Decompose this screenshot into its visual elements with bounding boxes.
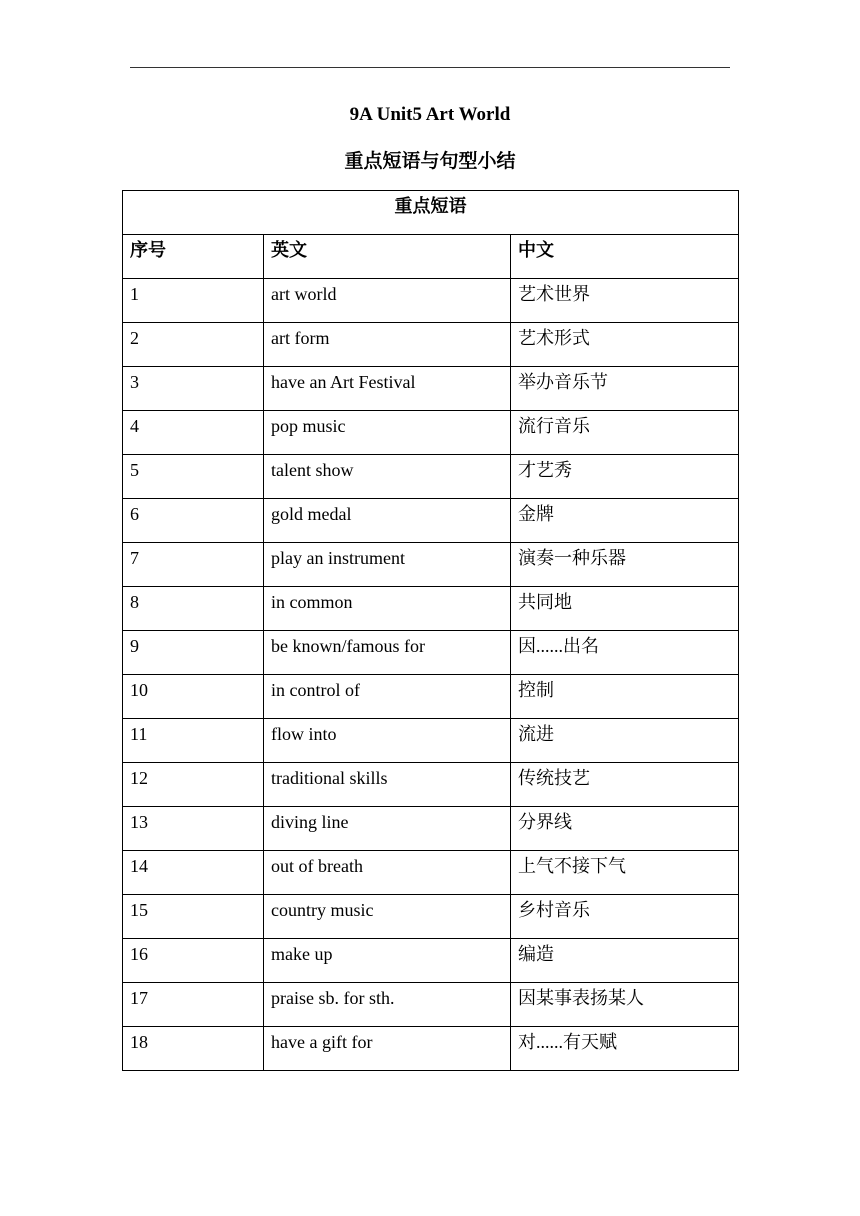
table-row (123, 983, 739, 1027)
cell-english: play an instrument (264, 543, 511, 587)
cell-number: 5 (123, 455, 264, 499)
table-caption-row (123, 191, 739, 235)
cell-chinese: 演奏一种乐器 (511, 543, 739, 587)
cell-chinese: 传统技艺 (511, 763, 739, 807)
cell-chinese: 才艺秀 (511, 455, 739, 499)
table-row (123, 763, 739, 807)
document-subtitle: 重点短语与句型小结 (344, 151, 516, 172)
table-row (123, 455, 739, 499)
cell-english: have an Art Festival (264, 367, 511, 411)
cell-number: 14 (123, 851, 264, 895)
table-row (123, 411, 739, 455)
cell-number: 12 (123, 763, 264, 807)
table-row (123, 807, 739, 851)
cell-number: 1 (123, 279, 264, 323)
cell-english: in control of (264, 675, 511, 719)
cell-number: 7 (123, 543, 264, 587)
cell-chinese: 分界线 (511, 807, 739, 851)
column-header-chinese: 中文 (511, 235, 739, 279)
table-body (123, 279, 739, 1071)
cell-chinese: 编造 (511, 939, 739, 983)
table-row (123, 367, 739, 411)
cell-number: 4 (123, 411, 264, 455)
cell-english: in common (264, 587, 511, 631)
cell-chinese: 控制 (511, 675, 739, 719)
cell-chinese: 艺术形式 (511, 323, 739, 367)
cell-english: flow into (264, 719, 511, 763)
cell-english: art world (264, 279, 511, 323)
cell-chinese: 金牌 (511, 499, 739, 543)
cell-number: 9 (123, 631, 264, 675)
key-phrases-table (122, 190, 739, 1071)
cell-chinese: 对......有天赋 (511, 1027, 739, 1071)
cell-english: be known/famous for (264, 631, 511, 675)
document-title: 9A Unit5 Art World (349, 104, 511, 125)
cell-english: make up (264, 939, 511, 983)
cell-chinese: 艺术世界 (511, 279, 739, 323)
table-row (123, 675, 739, 719)
cell-number: 11 (123, 719, 264, 763)
table-header-row (123, 235, 739, 279)
cell-english: traditional skills (264, 763, 511, 807)
table-row (123, 499, 739, 543)
cell-number: 13 (123, 807, 264, 851)
column-header-english: 英文 (264, 235, 511, 279)
header-rule (130, 67, 730, 68)
table-row (123, 851, 739, 895)
table-row (123, 631, 739, 675)
cell-chinese: 因某事表扬某人 (511, 983, 739, 1027)
cell-chinese: 共同地 (511, 587, 739, 631)
cell-english: praise sb. for sth. (264, 983, 511, 1027)
cell-english: diving line (264, 807, 511, 851)
cell-number: 8 (123, 587, 264, 631)
cell-number: 18 (123, 1027, 264, 1071)
table-row (123, 587, 739, 631)
cell-number: 6 (123, 499, 264, 543)
cell-chinese: 流行音乐 (511, 411, 739, 455)
table-row (123, 895, 739, 939)
table-caption: 重点短语 (123, 191, 739, 235)
cell-number: 16 (123, 939, 264, 983)
cell-number: 3 (123, 367, 264, 411)
table-row (123, 1027, 739, 1071)
cell-english: pop music (264, 411, 511, 455)
cell-chinese: 上气不接下气 (511, 851, 739, 895)
cell-english: have a gift for (264, 1027, 511, 1071)
cell-chinese: 因......出名 (511, 631, 739, 675)
cell-number: 17 (123, 983, 264, 1027)
cell-chinese: 乡村音乐 (511, 895, 739, 939)
table-row (123, 939, 739, 983)
table-row (123, 323, 739, 367)
cell-english: country music (264, 895, 511, 939)
cell-number: 2 (123, 323, 264, 367)
table-row (123, 719, 739, 763)
cell-english: talent show (264, 455, 511, 499)
cell-number: 10 (123, 675, 264, 719)
cell-english: out of breath (264, 851, 511, 895)
column-header-number: 序号 (123, 235, 264, 279)
table-row (123, 543, 739, 587)
cell-chinese: 流进 (511, 719, 739, 763)
cell-english: art form (264, 323, 511, 367)
cell-number: 15 (123, 895, 264, 939)
table-row (123, 279, 739, 323)
cell-chinese: 举办音乐节 (511, 367, 739, 411)
cell-english: gold medal (264, 499, 511, 543)
